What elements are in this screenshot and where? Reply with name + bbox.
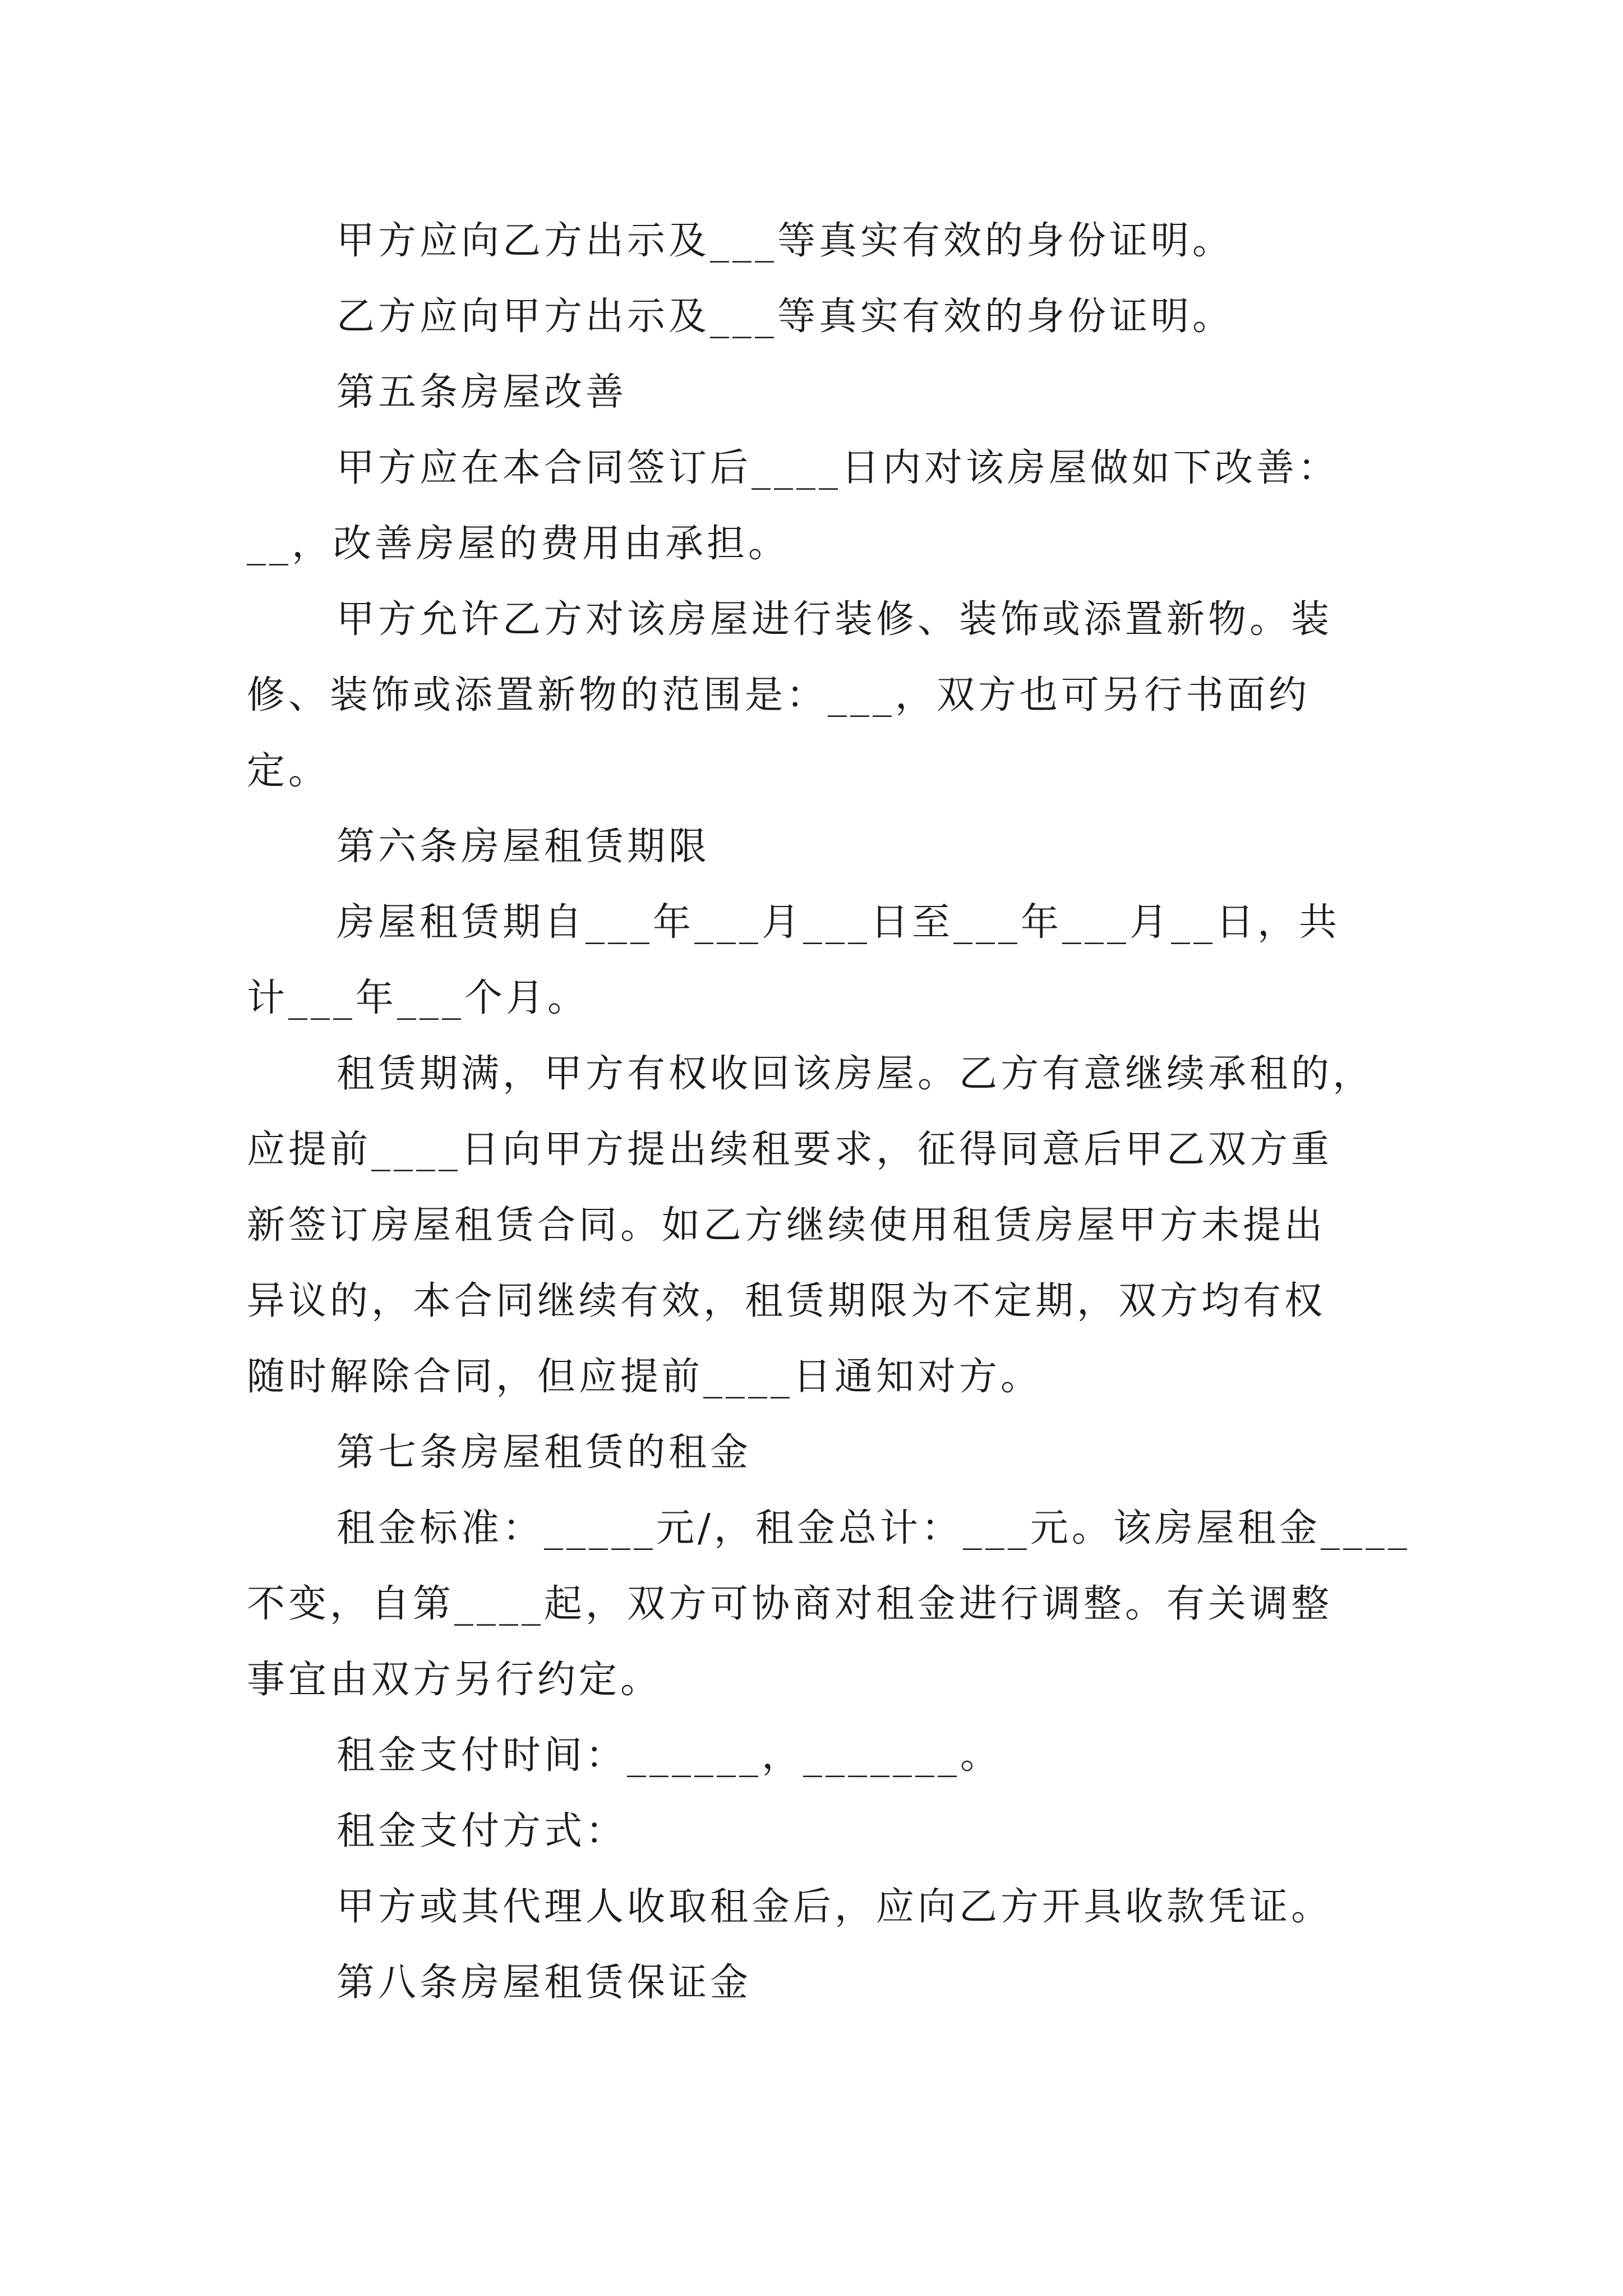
text-line-12: 租赁期满，甲方有权收回该房屋。乙方有意继续承租的， <box>336 1052 1375 1096</box>
text-line-22: 租金支付方式： <box>336 1809 628 1853</box>
text-line-23: 甲方或其代理人收取租金后，应向乙方开具收款凭证。 <box>336 1885 1333 1929</box>
section-heading-7: 第七条房屋租赁的租金 <box>336 1430 752 1475</box>
section-heading-6: 第六条房屋租赁期限 <box>336 825 711 869</box>
text-line-16: 随时解除合同，但应提前____日通知对方。 <box>247 1355 1043 1399</box>
section-heading-8: 第八条房屋租赁保证金 <box>336 1961 752 2005</box>
text-line-7: 修、装饰或添置新物的范围是：___，双方也可另行书面约 <box>247 673 1311 717</box>
text-line-2: 乙方应向甲方出示及___等真实有效的身份证明。 <box>336 295 1234 339</box>
text-line-20: 事宜由双方另行约定。 <box>247 1658 662 1702</box>
text-line-11: 计___年___个月。 <box>247 976 589 1020</box>
text-line-18: 租金标准：_____元/，租金总计：___元。该房屋租金____ <box>336 1506 1410 1550</box>
text-line-15: 异议的，本合同继续有效，租赁期限为不定期，双方均有权 <box>247 1279 1326 1323</box>
text-line-6: 甲方允许乙方对该房屋进行装修、装饰或添置新物。装 <box>336 597 1333 642</box>
text-line-21: 租金支付时间：______，_______。 <box>336 1733 1002 1778</box>
text-line-19: 不变，自第____起，双方可协商对租金进行调整。有关调整 <box>247 1582 1333 1626</box>
text-line-4: 甲方应在本合同签订后____日内对该房屋做如下改善： <box>336 446 1340 490</box>
text-line-8: 定。 <box>247 749 330 793</box>
text-line-14: 新签订房屋租赁合同。如乙方继续使用租赁房屋甲方未提出 <box>247 1203 1326 1248</box>
text-line-13: 应提前____日向甲方提出续租要求，征得同意后甲乙双方重 <box>247 1128 1333 1172</box>
section-heading-5: 第五条房屋改善 <box>336 370 628 415</box>
text-line-1: 甲方应向乙方出示及___等真实有效的身份证明。 <box>336 219 1234 263</box>
text-line-5: __，改善房屋的费用由承担。 <box>247 522 790 566</box>
text-line-10: 房屋租赁期自___年___月___日至___年___月__日，共 <box>336 900 1341 945</box>
